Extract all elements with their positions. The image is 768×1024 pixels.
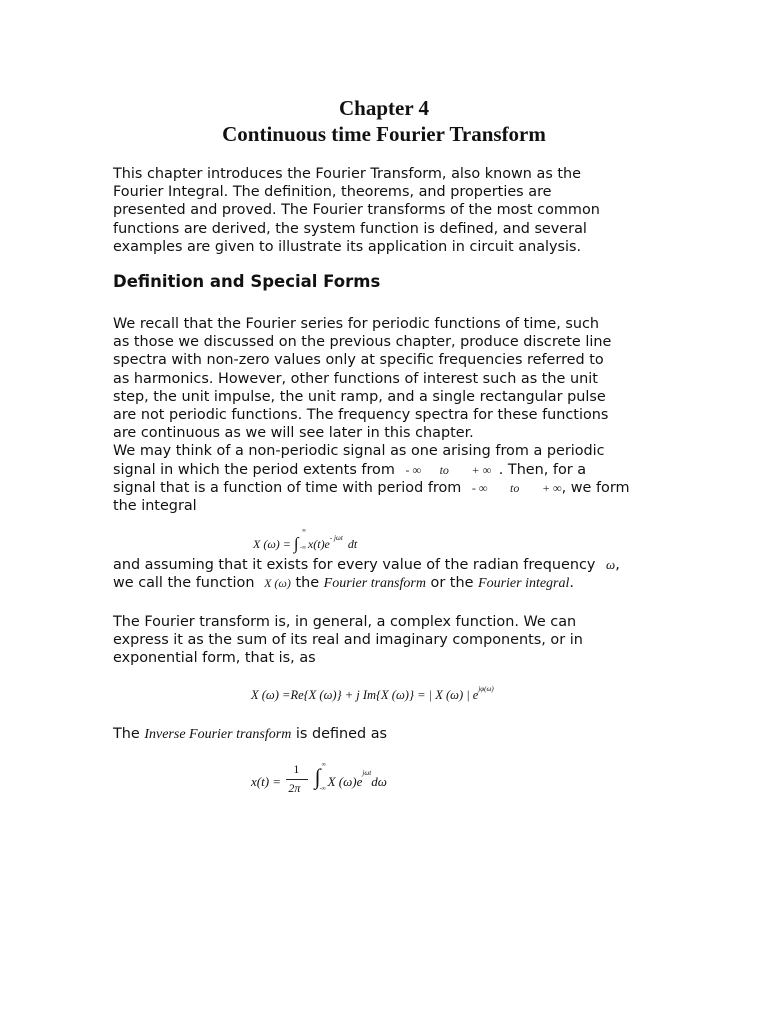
range-to: to <box>510 480 520 495</box>
integral-sign: ∫ <box>293 534 299 553</box>
body-paragraph-1 <box>113 315 673 515</box>
range-to: to <box>439 462 449 477</box>
integral-sign: ∫ <box>314 764 321 789</box>
body-paragraph-2 <box>113 556 673 592</box>
intro-line: examples are given to illustrate its application in circuit analysis. <box>113 238 582 255</box>
body-line: exponential form, that is, as <box>113 650 316 667</box>
body-line-period-range-2: signal that is a function of time with period from - ∞ to + ∞, we form <box>113 479 630 496</box>
body-line: are continuous as we will see later in this chapter. <box>113 425 474 442</box>
body-line: the integral <box>113 497 197 514</box>
range-neg-infinity: - ∞ <box>471 480 488 495</box>
intro-paragraph <box>113 165 673 256</box>
range-neg-infinity: - ∞ <box>405 462 422 477</box>
body-line: express it as the sum of its real and imaginary components, or in <box>113 632 583 649</box>
intro-line: functions are derived, the system function is defined, and several <box>113 220 587 237</box>
term-inverse-fourier-transform: Inverse Fourier transform <box>144 727 292 742</box>
range-pos-infinity: + ∞ <box>471 462 492 477</box>
section-heading: Definition and Special Forms <box>113 272 381 291</box>
fraction: $\frac{1}{2\pi}$ <box>286 762 308 798</box>
term-fourier-integral: Fourier integral <box>478 576 570 592</box>
chapter-number: Chapter 4 <box>338 96 430 120</box>
body-line: are not periodic functions. The frequency spectra for these functions <box>113 406 609 423</box>
complex-form-equation: X (ω) =Re{X (ω)} + j Im{X (ω)} = | X (ω) | $e^{j\varphi(\omega)}$ <box>251 685 494 703</box>
body-paragraph-3 <box>113 613 673 668</box>
intro-line: This chapter introduces the Fourier Transform, also known as the <box>113 166 582 182</box>
x-omega-symbol: X (ω) <box>264 576 291 591</box>
body-line: The Fourier transform is, in general, a complex function. We can <box>113 614 577 630</box>
body-line: We recall that the Fourier series for periodic functions of time, such <box>113 316 599 332</box>
range-pos-infinity: + ∞ <box>541 480 562 495</box>
body-line-fourier-terms: we call the function X (ω) the Fourier transform or the Fourier integral. <box>113 575 574 592</box>
intro-line: Fourier Integral. The definition, theorems, and properties are <box>113 184 552 201</box>
fourier-transform-equation: X (ω) = ∫ ∞ -∞ $x(t)e^{- j\omega t}$ dt <box>253 528 358 553</box>
body-line-inverse: The Inverse Fourier transform is defined as <box>113 726 388 742</box>
body-line-radian-frequency: and assuming that it exists for every value of the radian frequency ω, <box>113 557 620 573</box>
fraction-bar <box>286 779 308 780</box>
chapter-title: Continuous time Fourier Transform <box>222 122 546 146</box>
body-line: as harmonics. However, other functions of interest such as the unit <box>113 370 598 387</box>
omega-symbol: ω <box>606 557 616 572</box>
term-fourier-transform: Fourier transform <box>323 576 426 592</box>
body-line: We may think of a non-periodic signal as one arising from a periodic <box>113 443 605 460</box>
body-paragraph-4 <box>113 725 673 743</box>
body-line: step, the unit impulse, the unit ramp, and a single rectangular pulse <box>113 388 606 405</box>
body-line: as those we discussed on the previous chapter, produce discrete line <box>113 334 612 351</box>
inverse-fourier-equation: x(t) = $\frac{1}{2\pi}$ ∫ ∞ -∞ X $(\omega)e^{j\omega t}d\omega$ <box>251 762 387 802</box>
intro-line: presented and proved. The Fourier transforms of the most common <box>113 202 600 219</box>
body-line-period-range: signal in which the period extents from - ∞ to + ∞ . Then, for a <box>113 461 587 478</box>
body-line: spectra with non-zero values only at specific frequencies referred to <box>113 352 604 369</box>
